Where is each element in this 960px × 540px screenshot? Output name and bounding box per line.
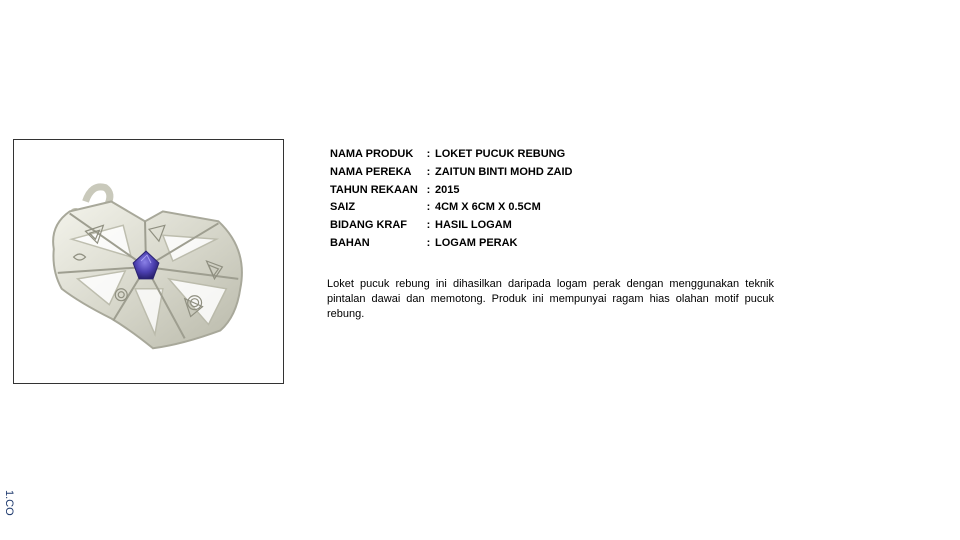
spec-separator: : — [426, 236, 431, 249]
spec-label: SAIZ — [330, 201, 356, 214]
spec-separator: : — [426, 148, 431, 160]
side-mark: 1.CO — [3, 490, 15, 516]
spec-label: TAHUN REKAAN — [330, 183, 418, 196]
spec-row — [330, 164, 572, 182]
spec-row — [330, 199, 572, 217]
spec-value: ZAITUN BINTI MOHD ZAID — [435, 165, 573, 178]
spec-value: LOGAM PERAK — [435, 236, 518, 249]
spec-label: NAMA PEREKA — [330, 165, 412, 178]
spec-value: HASIL LOGAM — [435, 219, 512, 232]
product-description: Loket pucuk rebung ini dihasilkan daripada logam perak dengan menggunakan teknik pintalan dawai dan memotong. Produk ini mempunyai ragam hias olahan motif pucuk rebung. — [327, 278, 774, 320]
spec-label: NAMA PRODUK — [330, 148, 414, 160]
spec-separator: : — [426, 201, 431, 214]
silver-pendant-image — [14, 140, 283, 383]
spec-label: BIDANG KRAF — [330, 219, 407, 232]
spec-separator: : — [426, 183, 431, 196]
spec-value: LOKET PUCUK REBUNG — [435, 148, 566, 160]
spec-row — [330, 146, 572, 164]
spec-row — [330, 217, 572, 235]
spec-label: BAHAN — [330, 236, 370, 249]
product-photo — [13, 139, 284, 384]
spec-value: 4CM X 6CM X 0.5CM — [435, 201, 541, 214]
product-spec-table — [330, 146, 572, 253]
spec-row — [330, 182, 572, 200]
spec-separator: : — [426, 165, 431, 178]
spec-value: 2015 — [435, 183, 460, 196]
spec-row — [330, 235, 572, 253]
spec-separator: : — [426, 219, 431, 232]
